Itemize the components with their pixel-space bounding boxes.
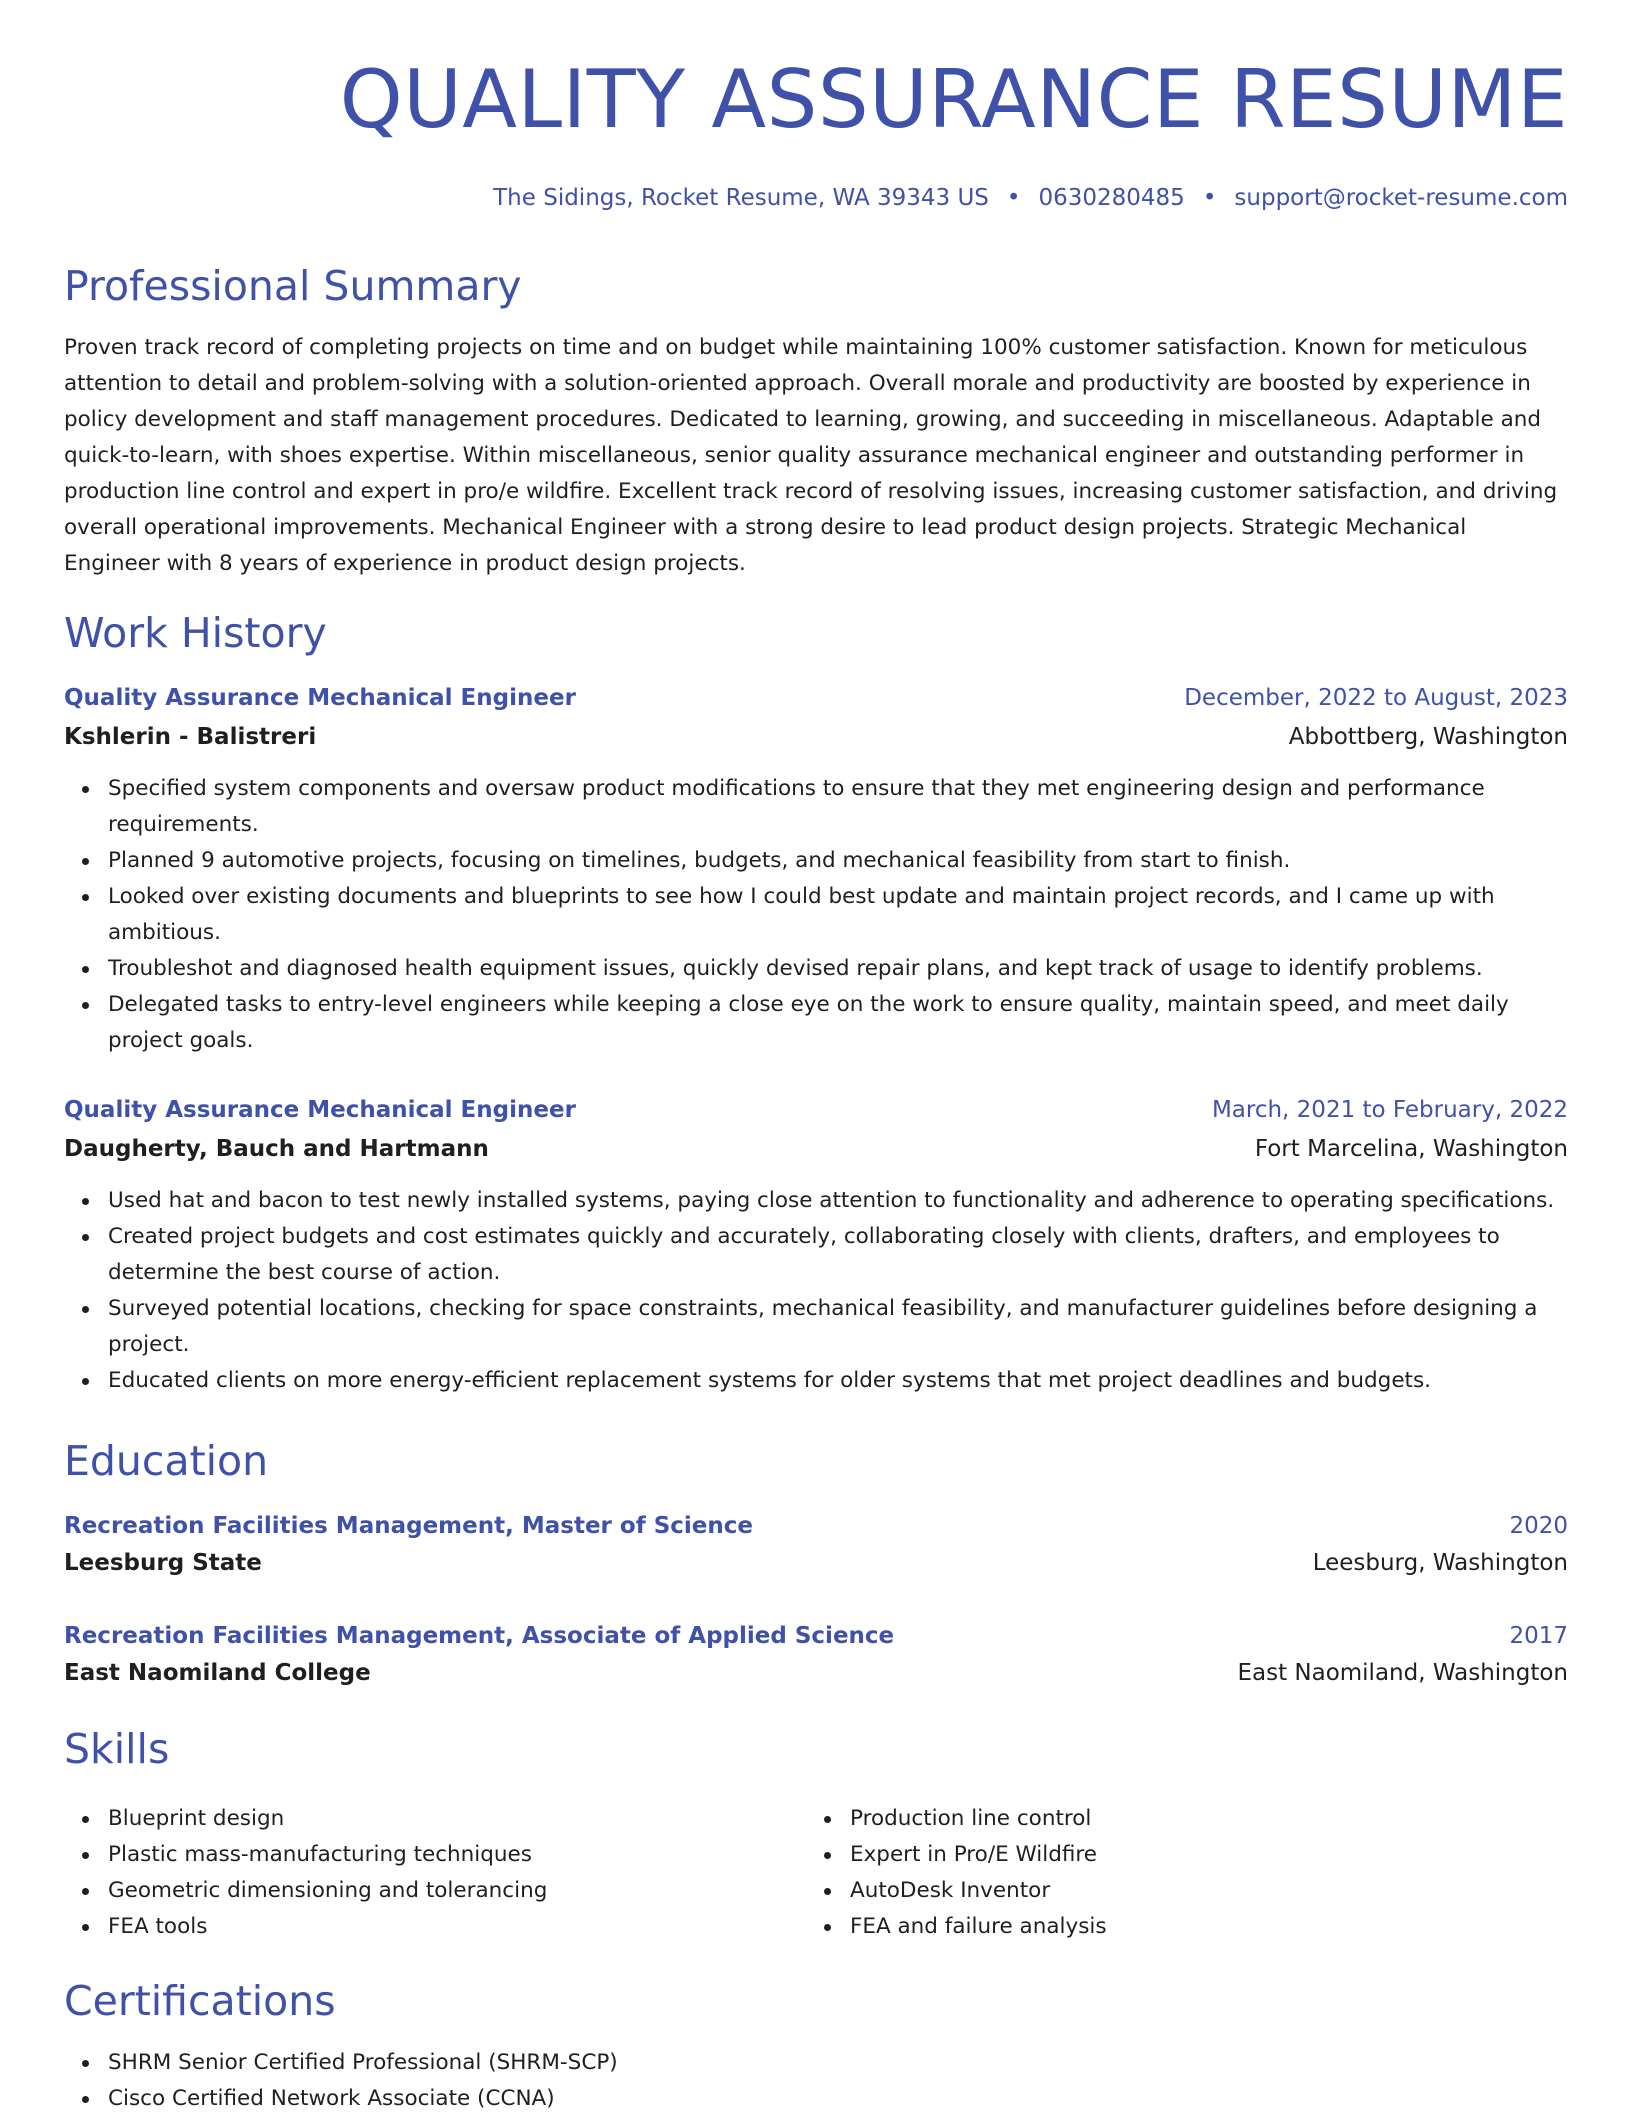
contact-separator: • [1202, 185, 1217, 211]
skill-item: AutoDesk Inventor [850, 1873, 1632, 1909]
job-title: Quality Assurance Mechanical Engineer [64, 685, 576, 711]
education-school: Leesburg State [64, 1550, 262, 1576]
job-header-row [64, 680, 1568, 716]
job-bullet-list [108, 1183, 1568, 1399]
job-bullet: Used hat and bacon to test newly installed systems, paying close attention to functionality and adherence to operating specifications. [108, 1183, 1568, 1219]
education-year: 2020 [1509, 1513, 1568, 1539]
job-company: Kshlerin - Balistreri [64, 724, 317, 750]
job-bullet: Planned 9 automotive projects, focusing on timelines, budgets, and mechanical feasibility from start to finish. [108, 843, 1568, 879]
skill-item: Geometric dimensioning and tolerancing [108, 1873, 1568, 1909]
job-company-row [64, 1131, 1568, 1167]
education-location: East Naomiland, Washington [1237, 1660, 1568, 1686]
education-year: 2017 [1509, 1623, 1568, 1649]
certifications-heading: Certifications [64, 1977, 336, 2025]
job-bullet-list [108, 771, 1568, 1059]
contact-phone: 0630280485 [1038, 185, 1185, 211]
job-bullet: Educated clients on more energy-efficient replacement systems for older systems that met project deadlines and budgets. [108, 1363, 1568, 1399]
certification-item: SHRM Senior Certified Professional (SHRM-SCP) [108, 2045, 1568, 2081]
resume-title: QUALITY ASSURANCE RESUME [339, 53, 1568, 146]
education-heading: Education [64, 1437, 269, 1485]
work-history-heading: Work History [64, 609, 327, 657]
contact-email: support@rocket-resume.com [1234, 185, 1568, 211]
job-location: Abbottberg, Washington [1288, 724, 1568, 750]
job-location: Fort Marcelina, Washington [1254, 1136, 1568, 1162]
summary-text: Proven track record of completing projects on time and on budget while maintaining 100% customer satisfaction. Known for meticulous attention to detail and problem-solving with a solution-oriented approach. Overall morale and productivity are boosted by experience in policy development and staff management procedures. Dedicated to learning, growing, and succeeding in miscellaneous. Adaptable and quick-to-learn, with shoes expertise. Within miscellaneous, senior quality assurance mechanical engineer and outstanding performer in production line control and expert in pro/e wildfire. Excellent track record of resolving issues, increasing customer satisfaction, and driving overall operational improvements. Mechanical Engineer with a strong desire to lead product design projects. Strategic Mechanical Engineer with 8 years of experience in product design projects. [64, 335, 1558, 576]
job-bullet: Delegated tasks to entry-level engineers while keeping a close eye on the work to ensure quality, maintain speed, and meet daily project goals. [108, 987, 1568, 1059]
job-dates: March, 2021 to February, 2022 [1211, 1097, 1568, 1123]
contact-separator: • [1006, 185, 1021, 211]
skill-item: Expert in Pro/E Wildfire [850, 1837, 1632, 1873]
education-location: Leesburg, Washington [1312, 1550, 1568, 1576]
job-company: Daugherty, Bauch and Hartmann [64, 1136, 489, 1162]
education-header-row [64, 1618, 1568, 1654]
job-bullet: Created project budgets and cost estimates quickly and accurately, collaborating closely with clients, drafters, and employees to determine the best course of action. [108, 1219, 1568, 1291]
education-degree: Recreation Facilities Management, Master of Science [64, 1513, 754, 1539]
job-bullet: Looked over existing documents and blueprints to see how I could best update and maintain project records, and I came up with ambitious. [108, 879, 1568, 951]
skills-list-right [850, 1801, 1632, 1945]
job-bullet: Troubleshot and diagnosed health equipment issues, quickly devised repair plans, and kept track of usage to identify problems. [108, 951, 1568, 987]
job-header-row [64, 1092, 1568, 1128]
job-bullet: Surveyed potential locations, checking for space constraints, mechanical feasibility, and manufacturer guidelines before designing a project. [108, 1291, 1568, 1363]
skills-heading: Skills [64, 1725, 170, 1773]
job-title: Quality Assurance Mechanical Engineer [64, 1097, 576, 1123]
certifications-list [108, 2045, 1568, 2112]
education-school: East Naomiland College [64, 1660, 371, 1686]
skill-item: Production line control [850, 1801, 1632, 1837]
skill-item: Plastic mass-manufacturing techniques [108, 1837, 1568, 1873]
education-header-row [64, 1508, 1568, 1544]
summary-heading: Professional Summary [64, 262, 522, 310]
education-school-row [64, 1655, 1568, 1691]
job-company-row [64, 719, 1568, 755]
skill-item: Blueprint design [108, 1801, 1568, 1837]
skill-item: FEA tools [108, 1909, 1568, 1945]
skill-item: FEA and failure analysis [850, 1909, 1632, 1945]
education-degree: Recreation Facilities Management, Associate of Applied Science [64, 1623, 895, 1649]
job-bullet: Specified system components and oversaw product modifications to ensure that they met engineering design and performance requirements. [108, 771, 1568, 843]
job-dates: December, 2022 to August, 2023 [1184, 685, 1568, 711]
education-school-row [64, 1545, 1568, 1581]
contact-address: The Sidings, Rocket Resume, WA 39343 US [493, 185, 989, 211]
contact-line [493, 181, 1568, 215]
certification-item: Cisco Certified Network Associate (CCNA) [108, 2081, 1568, 2112]
